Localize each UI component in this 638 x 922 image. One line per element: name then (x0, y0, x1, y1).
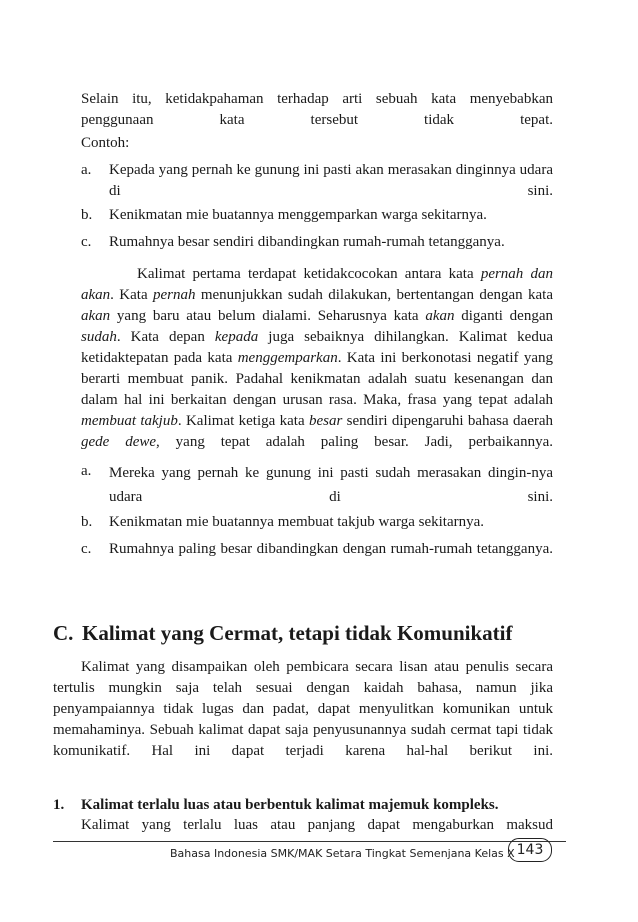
italic-term: pernah (480, 266, 524, 282)
italic-term: besar (308, 413, 343, 429)
section-letter: C. (53, 621, 74, 645)
intro-paragraph: Selain itu, ketidakpahaman terhadap arti sebuah kata menyebabkan penggunaan kata tersebut tidak tepat. (81, 91, 553, 128)
text-run: , yang tepat adalah paling besar. Jadi, perbaikannya. (156, 434, 553, 450)
footer-text: Bahasa Indonesia SMK/MAK Setara Tingkat Semenjana Kelas X (170, 847, 515, 860)
contoh-label: Contoh: (81, 135, 130, 151)
text-run: juga sebaiknya dihilangkan. Kalimat kedua ketidaktepatan pada kata (81, 329, 553, 366)
text-run: . Kata depan (116, 329, 215, 345)
subheading-text: Kalimat terlalu luas atau berbentuk kalimat majemuk kompleks. (81, 797, 499, 813)
text-run: menunjukkan sudah dilakukan, bertentangan dengan kata (195, 287, 553, 303)
section-paragraph: Kalimat yang disampaikan oleh pembicara secara lisan atau penulis secara tertulis mungkin saja telah sesuai dengan kaidah bahasa, namun jika penyampaiannya tidak lugas dan padat, dapat menyulitkan komunikan untuk memahaminya. Sebuah kalimat dapat saja penyusunannya sudah cermat tapi tidak komunikatif. Hal ini dapat terjadi karena hal-hal berikut ini. (53, 659, 553, 759)
text-run: diganti dengan (454, 308, 553, 324)
text-run: Kalimat pertama terdapat ketidakcocokan antara kata (137, 266, 481, 282)
italic-term: sudah (81, 329, 117, 345)
correction-text: Kenikmatan mie buatannya membuat takjub warga sekitarnya. (109, 514, 485, 530)
italic-term: kepada (214, 329, 259, 345)
text-run (523, 266, 530, 282)
italic-term: membuat takjub (81, 413, 178, 429)
italic-term: menggemparkan (237, 350, 338, 366)
footer-rule (53, 841, 566, 842)
example-item-b (81, 205, 553, 226)
italic-term: gede dewe (81, 434, 157, 450)
correction-label: c. (81, 541, 92, 557)
page-number: 143 (508, 838, 552, 862)
example-text: Kenikmatan mie buatannya menggemparkan warga sekitarnya. (109, 207, 487, 223)
text-run: sendiri dipengaruhi bahasa daerah (342, 413, 554, 429)
example-item-c (81, 232, 553, 253)
example-text: Kepada yang pernah ke gunung ini pasti akan merasakan dinginnya udara di sini. (109, 162, 553, 199)
example-text: Rumahnya besar sendiri dibandingkan rumah-rumah tetangganya. (109, 234, 505, 250)
section-heading (53, 621, 513, 646)
correction-item-b (81, 512, 553, 533)
last-line: Kalimat yang terlalu luas atau panjang dapat mengaburkan maksud (81, 817, 553, 833)
italic-term: pernah (152, 287, 196, 303)
correction-text: Mereka yang pernah ke gunung ini pasti sudah merasakan dingin-nya udara di sini. (109, 465, 553, 505)
text-run: . Kalimat ketiga kata (177, 413, 309, 429)
subheading-number: 1. (53, 797, 65, 813)
text-run: yang baru atau belum dialami. Seharusnya kata (110, 308, 426, 324)
correction-label: b. (81, 514, 93, 530)
text-run: . Kata ini berkonotasi negatif yang berarti membuat panik. Padahal kenikmatan adalah suatu kesenangan dan dalam hal ini berkaitan dengan urusan rasa. Maka, frasa yang tepat adalah (81, 350, 553, 408)
example-label: a. (81, 162, 92, 178)
italic-term: akan (81, 308, 111, 324)
example-label: b. (81, 207, 93, 223)
correction-item-a (81, 461, 553, 507)
text-run: . Kata (110, 287, 153, 303)
correction-item-c (81, 539, 553, 581)
explanation-paragraph (81, 264, 553, 474)
example-label: c. (81, 234, 92, 250)
subheading (53, 797, 499, 814)
correction-text: Rumahnya paling besar dibandingkan dengan rumah-rumah tetangganya. (109, 541, 553, 557)
italic-term: dan akan (81, 266, 554, 303)
correction-label: a. (81, 463, 92, 479)
italic-term: akan (425, 308, 455, 324)
example-item-a (81, 160, 553, 202)
section-title: Kalimat yang Cermat, tetapi tidak Komunikatif (82, 621, 513, 645)
